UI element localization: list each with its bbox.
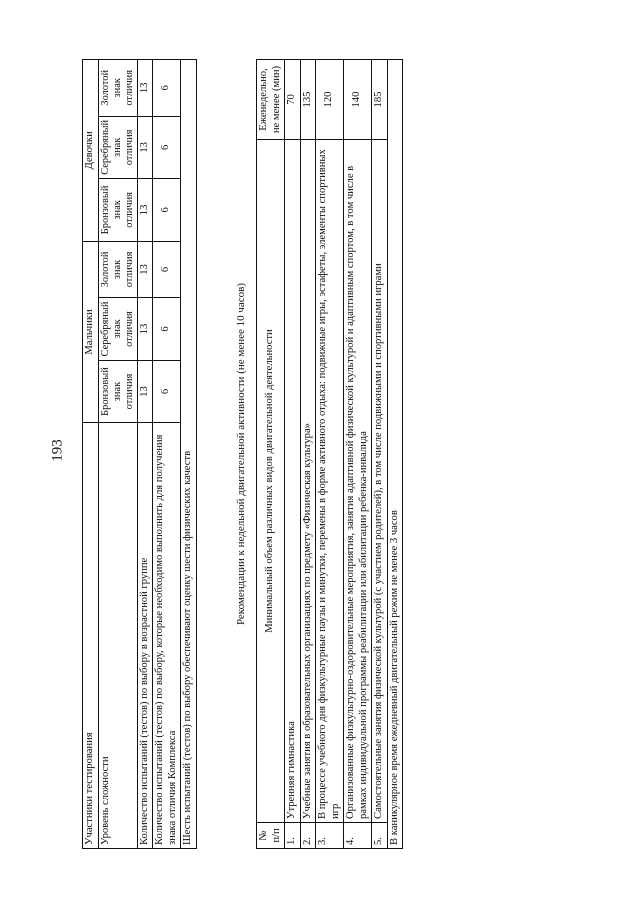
table-cell: 6 [153,179,181,242]
testing-table-container [82,59,197,849]
table-cell: 6 [153,241,181,298]
table-row [344,60,372,849]
badge-header: Бронзовый знак отличия [98,360,137,423]
row-minutes: 140 [344,60,372,140]
row-label: Количество испытаний (тестов) по выбору, которые необходимо выполнить для получения знака отличия Комплекса [153,423,181,849]
table-row [83,60,99,849]
row-minutes: 185 [372,60,388,140]
row-number: 1. [285,823,301,849]
table-row [137,60,153,849]
row-activity: Учебные занятия в образовательных организациях по предмету «Физическая культура» [300,140,316,823]
table-cell: 13 [137,298,153,361]
row-activity: Самостоятельные занятия физической культурой (с участием родителей), в том числе подвижными и спортивными играми [372,140,388,823]
row-number: 4. [344,823,372,849]
table-row [316,60,344,849]
header-weekly: Еженедельно, не менее (мин) [257,60,285,140]
activity-table-caption: Рекомендации к недельной двигательной активности (не менее 10 часов) [235,282,247,626]
table-cell: 6 [153,298,181,361]
group-girls: Девочки [83,60,99,242]
activity-section [231,59,403,849]
row-minutes: 70 [285,60,301,140]
table-cell: 13 [137,360,153,423]
table-row [257,60,285,849]
badge-header: Золотой знак отличия [98,60,137,117]
table-cell: 13 [137,179,153,242]
badge-header: Золотой знак отличия [98,241,137,298]
group-boys: Мальчики [83,241,99,423]
difficulty-label: Уровень сложности [98,423,137,849]
testing-table [82,59,197,849]
table-cell: 13 [137,60,153,117]
table-cell: 13 [137,116,153,179]
badge-header: Серебряный знак отличия [98,298,137,361]
table-row [98,60,137,849]
table-footer: В каникулярное время ежедневный двигательный режим не менее 3 часов [387,60,403,849]
table-cell: 6 [153,360,181,423]
row-activity: Утренняя гимнастика [285,140,301,823]
table-row [300,60,316,849]
table-row [372,60,388,849]
table-cell: 6 [153,116,181,179]
row-minutes: 135 [300,60,316,140]
table-cell: 13 [137,241,153,298]
table-row [153,60,181,849]
row-activity: Организованные физкультурно-оздоровительные мероприятия, занятия адаптивной физической культурой и адаптивным спортом, в том числе в рамках индивидуальной программы реабилитации или абилитации ребенка-инвалида [344,140,372,823]
row-activity: В процессе учебного дня физкультурные паузы и минутки, перемены в форме активного отдыха: подвижные игры, эстафеты, элементы спортивных игр [316,140,344,823]
page-number: 193 [49,439,66,462]
header-activity: Минимальный объем различных видов двигательной деятельности [257,140,285,823]
table-row [285,60,301,849]
table-row [181,60,197,849]
table-row [387,60,403,849]
header-no: № п/п [257,823,285,849]
row-number: 2. [300,823,316,849]
table-cell: 6 [153,60,181,117]
table-footnote: Шесть испытаний (тестов) по выбору обеспечивают оценку шести физических качеств [181,60,197,849]
row-number: 3. [316,823,344,849]
row-minutes: 120 [316,60,344,140]
row-number: 5. [372,823,388,849]
badge-header: Бронзовый знак отличия [98,179,137,242]
activity-table [256,59,403,849]
badge-header: Серебряный знак отличия [98,116,137,179]
row-label: Количество испытаний (тестов) по выбору в возрастной группе [137,423,153,849]
participants-label: Участники тестирования [83,423,99,849]
